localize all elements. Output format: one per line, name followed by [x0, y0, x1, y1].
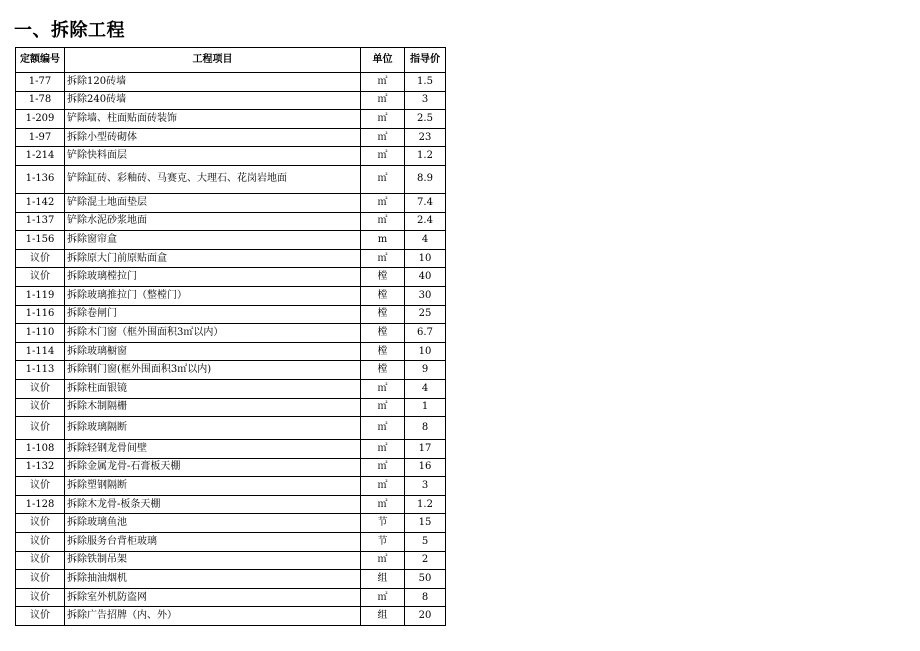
- cell-item: 拆除120砖墙: [65, 73, 361, 92]
- cell-code: 1-110: [16, 324, 65, 343]
- table-row: [16, 110, 446, 129]
- cell-unit: 樘: [361, 268, 405, 287]
- cell-price: 4: [405, 379, 446, 398]
- cell-price: 8: [405, 588, 446, 607]
- cell-code: 1-209: [16, 110, 65, 129]
- cell-price: 16: [405, 458, 446, 477]
- cell-price: 8.9: [405, 165, 446, 193]
- cell-code: 1-108: [16, 440, 65, 459]
- cell-price: 50: [405, 570, 446, 589]
- cell-code: 议价: [16, 417, 65, 440]
- table-row: [16, 73, 446, 92]
- table-row: [16, 128, 446, 147]
- cell-price: 1.5: [405, 73, 446, 92]
- cell-unit: 樘: [361, 324, 405, 343]
- header-code: 定额编号: [16, 48, 65, 73]
- cell-price: 1: [405, 398, 446, 417]
- cell-item: 拆除玻璃樘拉门: [65, 268, 361, 287]
- cell-unit: ㎡: [361, 551, 405, 570]
- cell-item: 拆除木龙骨-板条天棚: [65, 495, 361, 514]
- table-row: [16, 458, 446, 477]
- cell-price: 5: [405, 533, 446, 552]
- table-row: [16, 305, 446, 324]
- cell-unit: ㎡: [361, 110, 405, 129]
- cell-price: 1.2: [405, 147, 446, 166]
- table-row: [16, 570, 446, 589]
- cell-code: 议价: [16, 379, 65, 398]
- cell-code: 议价: [16, 570, 65, 589]
- cell-item: 拆除塑钢隔断: [65, 477, 361, 496]
- cell-price: 3: [405, 91, 446, 110]
- cell-price: 7.4: [405, 193, 446, 212]
- table-row: [16, 193, 446, 212]
- cell-price: 30: [405, 286, 446, 305]
- cell-code: 1-113: [16, 361, 65, 380]
- cell-code: 1-214: [16, 147, 65, 166]
- cell-unit: 樘: [361, 361, 405, 380]
- cell-unit: 节: [361, 514, 405, 533]
- table-row: [16, 324, 446, 343]
- cell-item: 拆除室外机防盗网: [65, 588, 361, 607]
- cell-unit: ㎡: [361, 73, 405, 92]
- cell-price: 6.7: [405, 324, 446, 343]
- cell-code: 议价: [16, 477, 65, 496]
- table-row: [16, 249, 446, 268]
- cell-code: 1-128: [16, 495, 65, 514]
- cell-item: 拆除服务台背柜玻璃: [65, 533, 361, 552]
- cell-code: 1-132: [16, 458, 65, 477]
- cell-code: 议价: [16, 607, 65, 626]
- cell-unit: 樘: [361, 305, 405, 324]
- cell-unit: ㎡: [361, 458, 405, 477]
- table-row: [16, 286, 446, 305]
- cell-unit: m: [361, 231, 405, 250]
- cell-price: 40: [405, 268, 446, 287]
- cell-unit: 樘: [361, 286, 405, 305]
- table-row: [16, 342, 446, 361]
- cell-price: 2: [405, 551, 446, 570]
- cell-price: 1.2: [405, 495, 446, 514]
- cell-unit: ㎡: [361, 147, 405, 166]
- cell-code: 议价: [16, 398, 65, 417]
- cell-item: 拆除玻璃鱼池: [65, 514, 361, 533]
- cell-price: 23: [405, 128, 446, 147]
- table-row: [16, 379, 446, 398]
- cell-code: 1-156: [16, 231, 65, 250]
- cell-code: 1-119: [16, 286, 65, 305]
- cell-item: 拆除玻璃隔断: [65, 417, 361, 440]
- cell-item: 拆除广告招牌（内、外）: [65, 607, 361, 626]
- table-row: [16, 495, 446, 514]
- cell-code: 议价: [16, 588, 65, 607]
- table-header-row: [16, 48, 446, 73]
- table-row: [16, 551, 446, 570]
- cell-item: 拆除抽油烟机: [65, 570, 361, 589]
- cell-item: 拆除原大门前原贴面盒: [65, 249, 361, 268]
- cell-price: 8: [405, 417, 446, 440]
- cell-unit: ㎡: [361, 212, 405, 231]
- table-row: [16, 231, 446, 250]
- cell-unit: ㎡: [361, 440, 405, 459]
- cell-item: 拆除轻钢龙骨间壁: [65, 440, 361, 459]
- header-item: 工程项目: [65, 48, 361, 73]
- cell-price: 20: [405, 607, 446, 626]
- cell-code: 议价: [16, 268, 65, 287]
- cell-code: 1-114: [16, 342, 65, 361]
- cell-item: 拆除240砖墙: [65, 91, 361, 110]
- cell-code: 议价: [16, 249, 65, 268]
- table-row: [16, 212, 446, 231]
- cell-price: 17: [405, 440, 446, 459]
- table-row: [16, 514, 446, 533]
- cell-unit: 节: [361, 533, 405, 552]
- cell-unit: ㎡: [361, 398, 405, 417]
- cell-price: 10: [405, 249, 446, 268]
- page-title: 一、拆除工程: [14, 20, 125, 41]
- cell-unit: 樘: [361, 342, 405, 361]
- cell-unit: ㎡: [361, 588, 405, 607]
- cell-item: 拆除钢门窗(框外围面积3㎡以内): [65, 361, 361, 380]
- cell-item: 拆除铁制吊架: [65, 551, 361, 570]
- table-row: [16, 417, 446, 440]
- cell-code: 1-97: [16, 128, 65, 147]
- cell-code: 1-136: [16, 165, 65, 193]
- cell-unit: ㎡: [361, 417, 405, 440]
- cell-price: 15: [405, 514, 446, 533]
- cell-item: 铲除水泥砂浆地面: [65, 212, 361, 231]
- table-row: [16, 588, 446, 607]
- cell-unit: 组: [361, 607, 405, 626]
- table-row: [16, 477, 446, 496]
- cell-item: 铲除快料面层: [65, 147, 361, 166]
- cell-code: 1-137: [16, 212, 65, 231]
- table-row: [16, 268, 446, 287]
- cell-price: 2.4: [405, 212, 446, 231]
- cell-unit: ㎡: [361, 128, 405, 147]
- cell-item: 拆除窗帘盒: [65, 231, 361, 250]
- cell-item: 拆除木制隔栅: [65, 398, 361, 417]
- cell-unit: ㎡: [361, 193, 405, 212]
- cell-item: 拆除卷闸门: [65, 305, 361, 324]
- cell-price: 3: [405, 477, 446, 496]
- cell-price: 9: [405, 361, 446, 380]
- table-row: [16, 533, 446, 552]
- cell-unit: ㎡: [361, 91, 405, 110]
- quota-table: [15, 47, 446, 626]
- cell-item: 拆除木门窗（框外围面积3㎡以内）: [65, 324, 361, 343]
- cell-item: 拆除玻璃橱窗: [65, 342, 361, 361]
- cell-price: 4: [405, 231, 446, 250]
- cell-unit: ㎡: [361, 379, 405, 398]
- cell-unit: ㎡: [361, 165, 405, 193]
- cell-code: 议价: [16, 514, 65, 533]
- cell-item: 拆除金属龙骨-石膏板天棚: [65, 458, 361, 477]
- table-row: [16, 607, 446, 626]
- table-row: [16, 398, 446, 417]
- cell-unit: ㎡: [361, 249, 405, 268]
- cell-item: 拆除小型砖砌体: [65, 128, 361, 147]
- cell-item: 拆除玻璃推拉门（整樘门）: [65, 286, 361, 305]
- cell-unit: ㎡: [361, 477, 405, 496]
- cell-code: 1-78: [16, 91, 65, 110]
- cell-code: 1-77: [16, 73, 65, 92]
- header-unit: 单位: [361, 48, 405, 73]
- cell-code: 1-116: [16, 305, 65, 324]
- cell-unit: 组: [361, 570, 405, 589]
- table-row: [16, 165, 446, 193]
- cell-item: 铲除混土地面垫层: [65, 193, 361, 212]
- cell-price: 2.5: [405, 110, 446, 129]
- cell-price: 25: [405, 305, 446, 324]
- header-price: 指导价: [405, 48, 446, 73]
- cell-unit: ㎡: [361, 495, 405, 514]
- cell-price: 10: [405, 342, 446, 361]
- cell-code: 议价: [16, 533, 65, 552]
- cell-item: 铲除墙、柱面贴面砖装饰: [65, 110, 361, 129]
- table-row: [16, 361, 446, 380]
- cell-code: 1-142: [16, 193, 65, 212]
- table-row: [16, 91, 446, 110]
- cell-item: 铲除缸砖、彩釉砖、马赛克、大理石、花岗岩地面: [65, 165, 361, 193]
- cell-code: 议价: [16, 551, 65, 570]
- table-row: [16, 440, 446, 459]
- table-row: [16, 147, 446, 166]
- cell-item: 拆除柱面银镜: [65, 379, 361, 398]
